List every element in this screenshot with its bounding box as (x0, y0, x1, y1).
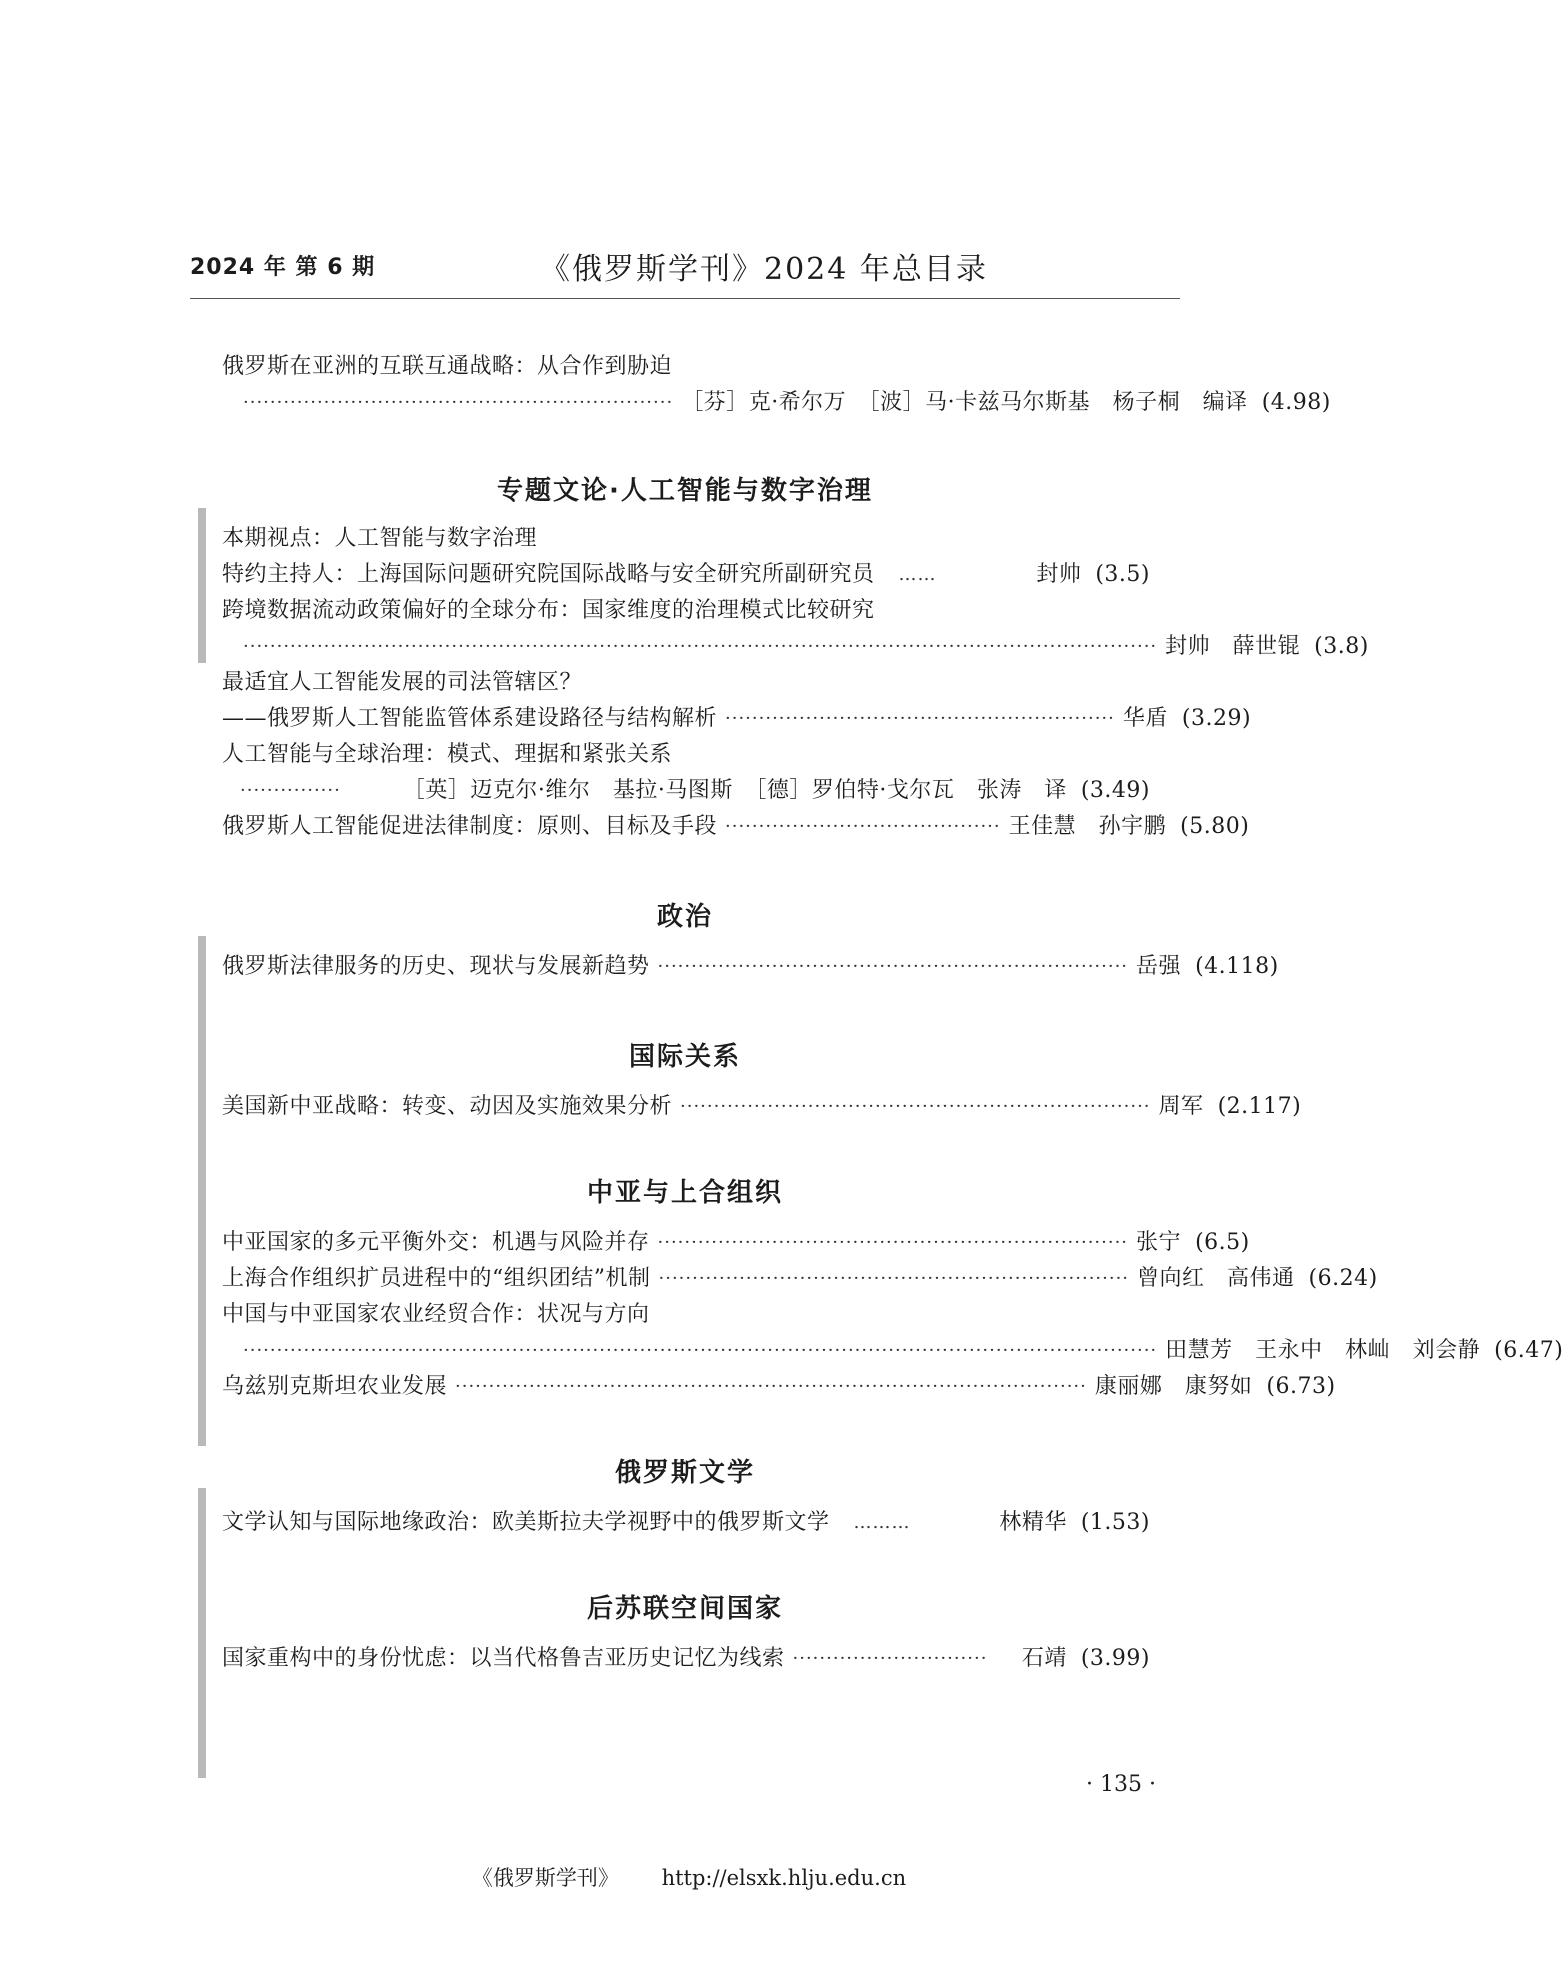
leader-dots: ······························································································ (455, 1376, 1087, 1397)
page-footer (0, 1862, 1378, 1892)
entry-authors: 华盾 (1122, 706, 1168, 731)
entry-ref: (3.99) (1080, 1646, 1150, 1671)
toc-entry (222, 524, 1150, 554)
leader-dots: ··············· (240, 780, 341, 801)
toc-entry (222, 596, 1150, 626)
entry-ref: (6.24) (1308, 1266, 1378, 1291)
section-heading: 后苏联空间国家 (586, 1594, 783, 1624)
entry-authors: ［芬］克·希尔万 ［波］马·卡兹马尔斯基 杨子桐 编译 (681, 390, 1248, 415)
entry-authors: ［英］迈克尔·维尔 基拉·马图斯 ［德］罗伯特·戈尔瓦 张涛 译 (402, 778, 1067, 803)
entry-title: 最适宜人工智能发展的司法管辖区？ (222, 670, 583, 695)
leader-dots: ········································· (725, 816, 1001, 837)
leader-dots: ········································································································································ (243, 636, 1158, 657)
toc-entry (222, 1644, 1150, 1674)
entry-title: 跨境数据流动政策偏好的全球分布：国家维度的治理模式比较研究 (222, 598, 875, 623)
leader-dots: ········································································································································ (243, 1340, 1158, 1361)
leader-dots: ·························································· (725, 708, 1115, 729)
leader-dots: ································································ (243, 392, 674, 413)
entry-title: 美国新中亚战略：转变、动因及实施效果分析 (222, 1094, 673, 1119)
entry-authors: 王佳慧 孙宇鹏 (1008, 814, 1167, 839)
footer-url[interactable]: http://elsxk.hlju.edu.cn (661, 1866, 907, 1890)
toc-entry (222, 668, 1150, 698)
section-bar-lower (198, 1488, 206, 1778)
toc-entry-continuation (235, 388, 1331, 418)
entry-authors: 曾向红 高伟通 (1137, 1266, 1295, 1291)
toc-entry-continuation (235, 632, 1369, 662)
entry-authors: 封帅 薛世锟 (1165, 634, 1301, 659)
entry-authors: 石靖 (1021, 1646, 1067, 1671)
entry-ref: (6.47) (1494, 1338, 1563, 1363)
entry-authors: 林精华 (999, 1510, 1067, 1535)
page-number: · 135 · (1086, 1772, 1156, 1797)
toc-entry (222, 1264, 1378, 1294)
toc-entry-continuation (235, 1336, 1563, 1366)
entry-title: 乌兹别克斯坦农业发展 (222, 1374, 448, 1399)
entry-ref: (3.29) (1181, 706, 1252, 731)
toc-entry (222, 1372, 1336, 1402)
entry-title: 俄罗斯法律服务的历史、现状与发展新趋势 (222, 954, 650, 979)
toc-entry (222, 812, 1250, 842)
entry-authors: 周军 (1158, 1094, 1204, 1119)
entry-authors: 田慧芳 王永中 林屾 刘会静 (1165, 1338, 1481, 1363)
entry-title: 国家重构中的身份忧虑：以当代格鲁吉亚历史记忆为线索 (222, 1646, 785, 1671)
toc-entry (222, 352, 1150, 382)
leader-dots: ······································································ (680, 1096, 1151, 1117)
entry-title: 人工智能与全球治理：模式、理据和紧张关系 (222, 742, 673, 767)
toc-entry (222, 1508, 1150, 1538)
toc-entry-continuation (240, 776, 1150, 806)
entry-ref: (4.118) (1195, 954, 1279, 979)
entry-title: 中亚国家的多元平衡外交：机遇与风险并存 (222, 1230, 650, 1255)
entry-title: 俄罗斯在亚洲的互联互通战略：从合作到胁迫 (222, 354, 673, 379)
entry-title: 本期视点：人工智能与数字治理 (222, 526, 538, 551)
section-heading: 政治 (656, 902, 713, 932)
entry-title: 文学认知与国际地缘政治：欧美斯拉夫学视野中的俄罗斯文学 (222, 1510, 830, 1535)
toc-entry (222, 952, 1279, 982)
section-heading: 中亚与上合组织 (586, 1178, 783, 1208)
entry-ref: (4.98) (1261, 390, 1331, 415)
entry-title: 特约主持人：上海国际问题研究院国际战略与安全研究所副研究员 (222, 562, 875, 587)
page-title: 《俄罗斯学刊》2024 年总目录 (540, 252, 988, 287)
entry-authors: 康丽娜 康努如 (1094, 1374, 1253, 1399)
entry-ref: (6.73) (1266, 1374, 1336, 1399)
section-heading: 俄罗斯文学 (614, 1458, 755, 1488)
leader-dots: ····························· (792, 1648, 988, 1669)
leader-dots: ······································································ (657, 956, 1129, 977)
leader-dots: ……… (853, 1512, 911, 1533)
toc-entry (222, 740, 1150, 770)
entry-title: 上海合作组织扩员进程中的“组织团结”机制 (222, 1266, 651, 1291)
toc-entry (222, 560, 1150, 590)
entry-ref: (3.8) (1314, 634, 1369, 659)
leader-dots: …… (898, 564, 937, 585)
entry-title: 中国与中亚国家农业经贸合作：状况与方向 (222, 1302, 650, 1327)
issue-label: 2024 年 第 6 期 (190, 255, 376, 280)
toc-entry (222, 1300, 1150, 1330)
entry-authors: 张宁 (1136, 1230, 1182, 1255)
entry-title: 俄罗斯人工智能促进法律制度：原则、目标及手段 (222, 814, 718, 839)
toc-entry (222, 1228, 1250, 1258)
leader-dots: ······································································ (658, 1268, 1130, 1289)
entry-authors: 岳强 (1136, 954, 1182, 979)
section-heading: 专题文论·人工智能与数字治理 (497, 476, 873, 506)
section-heading: 国际关系 (628, 1042, 741, 1072)
entry-ref: (3.5) (1095, 562, 1150, 587)
footer-journal: 《俄罗斯学刊》 (471, 1866, 619, 1890)
entry-authors: 封帅 (1036, 562, 1082, 587)
entry-ref: (2.117) (1217, 1094, 1302, 1119)
header-divider (190, 298, 1180, 299)
section-bar-ai (198, 508, 206, 663)
entry-ref: (6.5) (1195, 1230, 1250, 1255)
entry-ref: (5.80) (1180, 814, 1250, 839)
toc-entry-subtitle (222, 704, 1252, 734)
leader-dots: ······································································ (657, 1232, 1129, 1253)
entry-ref: (1.53) (1080, 1510, 1150, 1535)
entry-ref: (3.49) (1080, 778, 1150, 803)
entry-subtitle: ——俄罗斯人工智能监管体系建设路径与结构解析 (222, 706, 718, 731)
toc-entry (222, 1092, 1302, 1122)
